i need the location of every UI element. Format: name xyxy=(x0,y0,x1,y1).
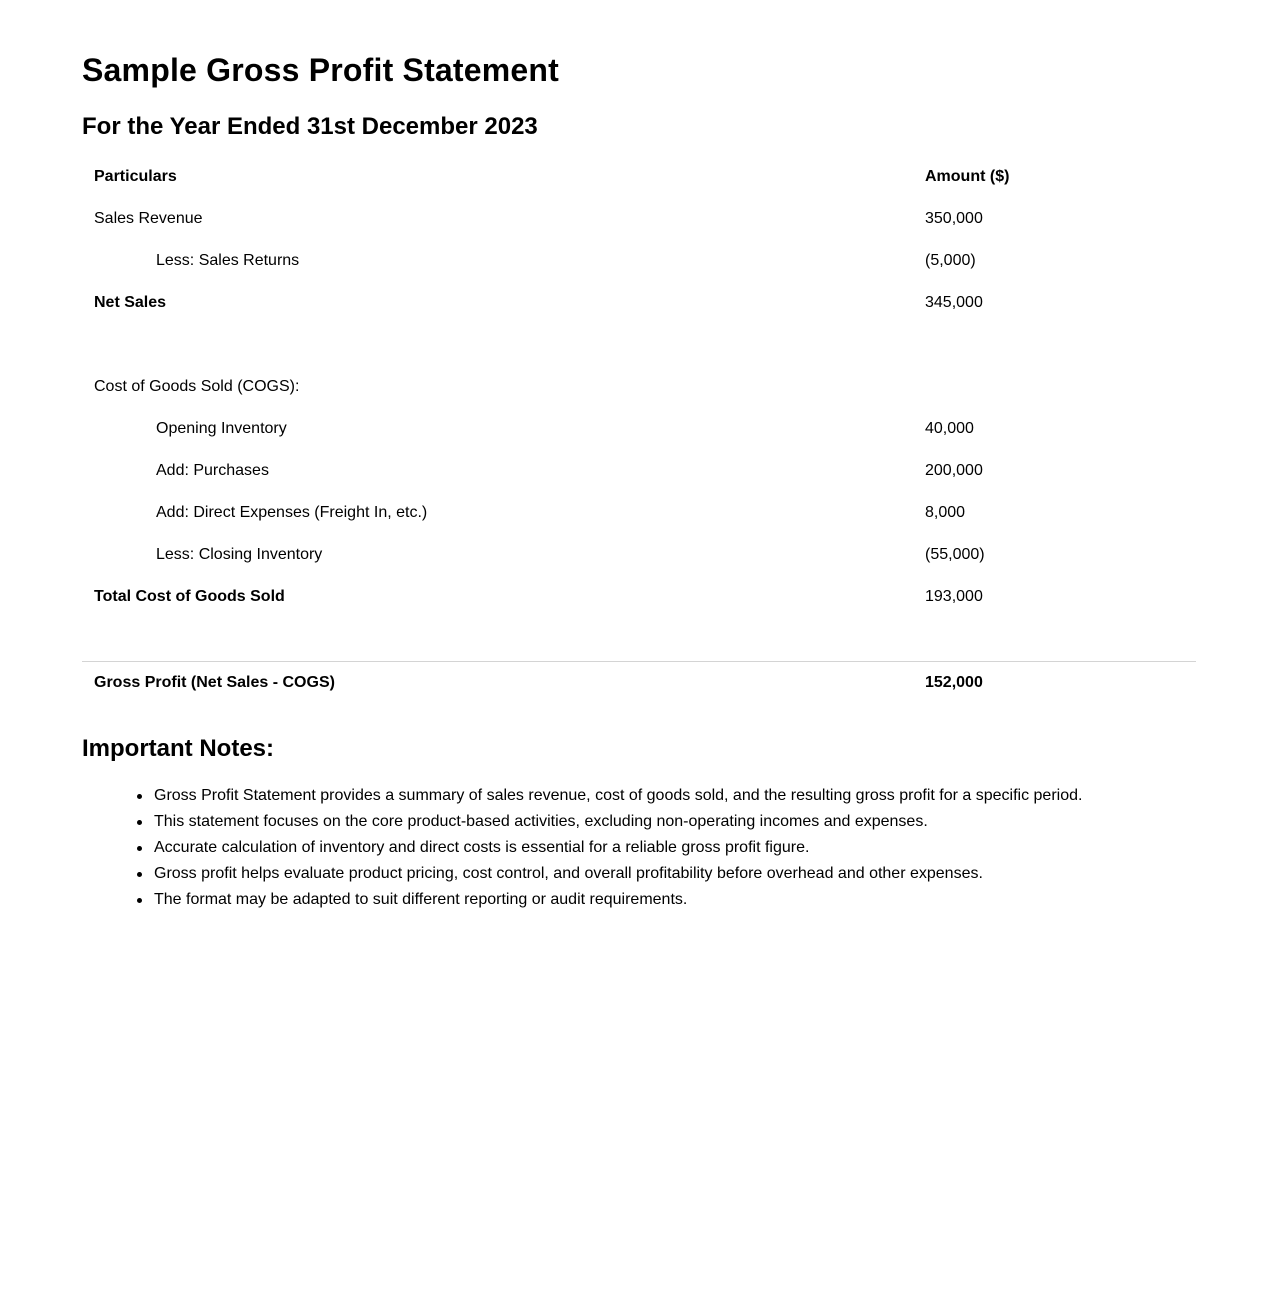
list-item xyxy=(154,783,1082,809)
sales-revenue-amount: 350,000 xyxy=(925,210,983,227)
page-subtitle: For the Year Ended 31st December 2023 xyxy=(82,113,538,140)
net-sales-row xyxy=(82,282,1196,324)
closing-inventory-amount: (55,000) xyxy=(925,546,985,563)
bullet-icon xyxy=(137,846,142,851)
list-item xyxy=(154,835,1082,861)
list-item xyxy=(154,809,1082,835)
amount-header: Amount ($) xyxy=(925,168,1010,185)
purchases-amount: 200,000 xyxy=(925,462,983,479)
direct-expenses-row xyxy=(82,492,1196,534)
sales-returns-amount: (5,000) xyxy=(925,252,976,269)
bullet-icon xyxy=(137,898,142,903)
sales-returns-row xyxy=(82,240,1196,282)
closing-inventory-label: Less: Closing Inventory xyxy=(156,546,323,563)
bullet-icon xyxy=(137,794,142,799)
list-item xyxy=(154,861,1082,887)
note-text: This statement focuses on the core product-based activities, excluding non-operating incomes and expenses. xyxy=(154,813,928,830)
spacer-row xyxy=(82,618,1196,660)
purchases-row xyxy=(82,450,1196,492)
purchases-label: Add: Purchases xyxy=(156,462,269,479)
total-cogs-amount: 193,000 xyxy=(925,588,983,605)
sales-revenue-row xyxy=(82,198,1196,240)
bullet-icon xyxy=(137,872,142,877)
cogs-heading-row xyxy=(82,366,1196,408)
note-text: Gross Profit Statement provides a summary of sales revenue, cost of goods sold, and the resulting gross profit for a specific period. xyxy=(154,787,1083,804)
list-item xyxy=(154,887,1082,913)
gross-profit-label: Gross Profit (Net Sales - COGS) xyxy=(94,674,335,691)
notes-title: Important Notes: xyxy=(82,735,274,762)
gross-profit-amount: 152,000 xyxy=(925,674,983,691)
note-text: Accurate calculation of inventory and direct costs is essential for a reliable gross profit figure. xyxy=(154,839,810,856)
spacer-row xyxy=(82,324,1196,366)
note-text: Gross profit helps evaluate product pricing, cost control, and overall profitability before overhead and other expenses. xyxy=(154,865,983,882)
gross-profit-table xyxy=(82,156,1196,702)
total-cogs-row xyxy=(82,576,1196,618)
direct-expenses-label: Add: Direct Expenses (Freight In, etc.) xyxy=(156,504,428,521)
closing-inventory-row xyxy=(82,534,1196,576)
net-sales-label: Net Sales xyxy=(94,294,167,311)
opening-inventory-row xyxy=(82,408,1196,450)
direct-expenses-amount: 8,000 xyxy=(925,504,966,521)
bullet-icon xyxy=(137,820,142,825)
net-sales-amount: 345,000 xyxy=(925,294,983,311)
gross-profit-row xyxy=(82,661,1196,702)
table-header-row xyxy=(82,156,1196,198)
sales-returns-label: Less: Sales Returns xyxy=(156,252,300,269)
cogs-heading-label: Cost of Goods Sold (COGS): xyxy=(94,378,300,395)
particulars-header: Particulars xyxy=(94,168,177,185)
sales-revenue-label: Sales Revenue xyxy=(94,210,203,227)
opening-inventory-label: Opening Inventory xyxy=(156,420,287,437)
notes-list xyxy=(154,783,1082,913)
page-title: Sample Gross Profit Statement xyxy=(82,52,560,88)
total-cogs-label: Total Cost of Goods Sold xyxy=(94,588,285,605)
opening-inventory-amount: 40,000 xyxy=(925,420,974,437)
note-text: The format may be adapted to suit different reporting or audit requirements. xyxy=(154,891,688,908)
